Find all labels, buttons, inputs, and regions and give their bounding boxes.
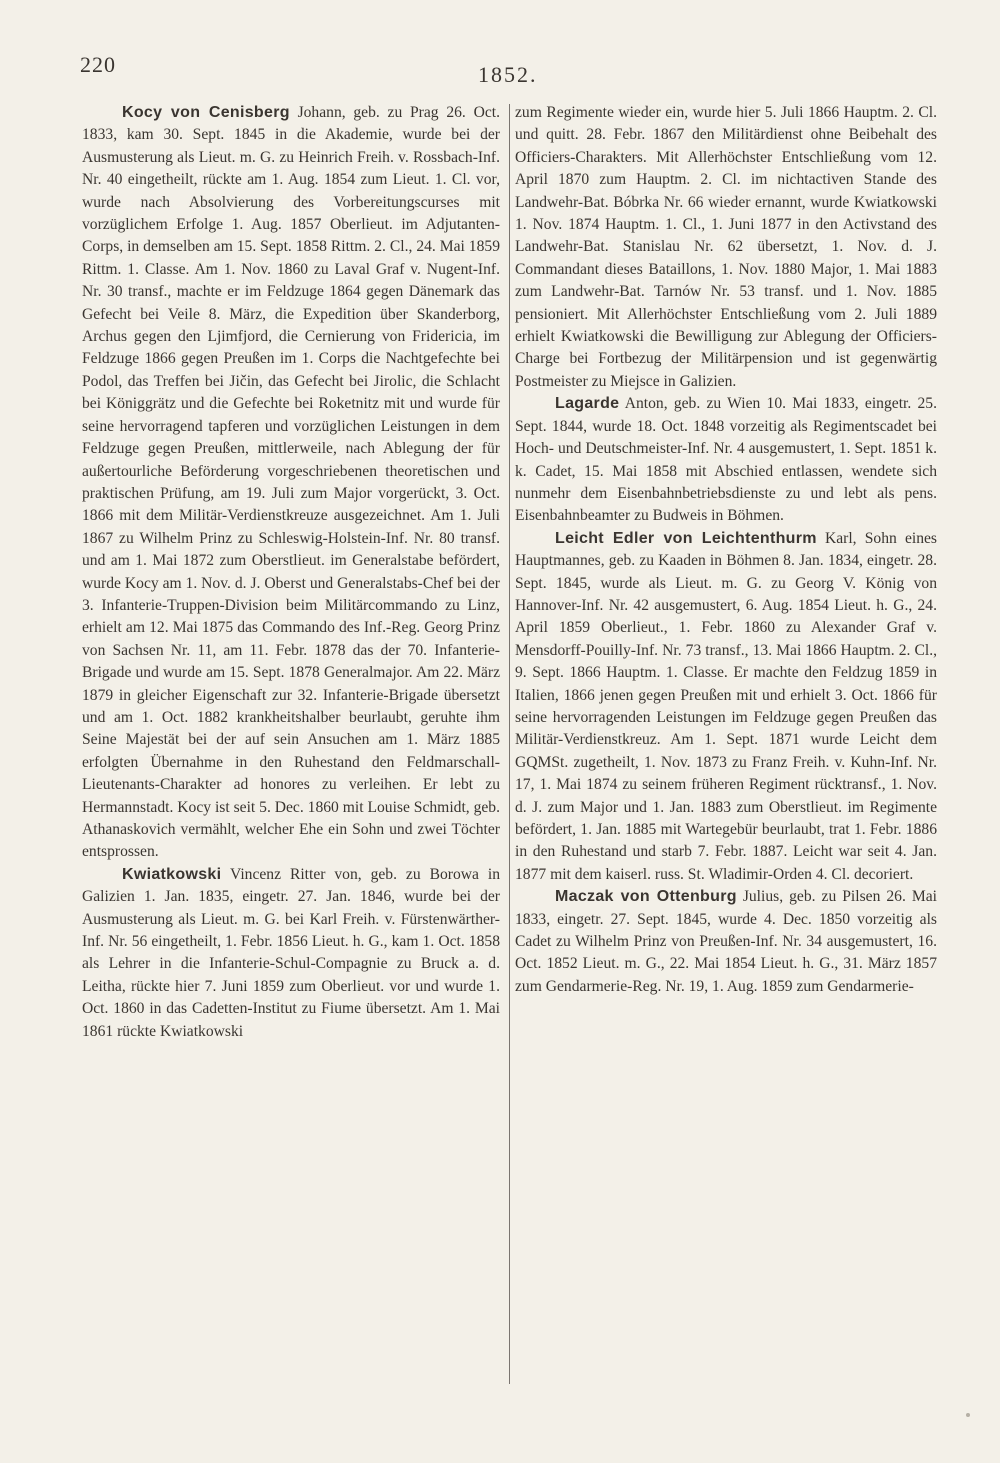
biography-entry — [82, 864, 500, 1043]
entry-text: Karl, Sohn eines Hauptmannes, geb. zu Kaaden in Böhmen 8. Jan. 1834, eingetr. 28. Sept. 1845, wurde als Lieut. m. G. zu Georg V. König von Hannover-Inf. Nr. 42 ausgemustert, 6. Aug. 1854 Lieut. h. G., 24. April 1859 Oberlieut., 1. Febr. 1860 zu Alexander Graf v. Mensdorff-Pouilly-Inf. Nr. 73 transf., 13. Mai 1866 Hauptm. 2. Cl., 9. Sept. 1866 Hauptm. 1. Classe. Er machte den Feldzug 1859 in Italien, 1866 jenen gegen Preußen mit und erhielt 3. Oct. 1866 für seine hervorragenden Leistungen im Feldzuge gegen Preußen das Militär-Verdienstkreuz. Am 1. Sept. 1871 wurde Leicht dem GQMSt. zugetheilt, 1. Nov. 1873 zu Franz Freih. v. Kuhn-Inf. Nr. 17, 1. Mai 1874 zu seinem früheren Regiment rücktransf., 1. Nov. d. J. zum Major und 1. Jan. 1883 zum Oberstlieut. im Regimente befördert, 1. Jan. 1885 mit Wartegebür beurlaubt, trat 1. Febr. 1886 in den Ruhestand und starb 7. Febr. 1887. Leicht war seit 4. Jan. 1877 mit dem kaiserl. russ. St. Wladimir-Orden 4. Cl. decoriert. — [515, 529, 937, 883]
entry-name: Kocy von Cenisberg — [122, 104, 290, 121]
entry-text: Anton, geb. zu Wien 10. Mai 1833, eingetr. 25. Sept. 1844, wurde 18. Oct. 1848 vorzeitig als Regimentscadet bei Hoch- und Deutschmeister-Inf. Nr. 4 ausgemustert, 1. Sept. 1851 k. k. Cadet, 15. Mai 1858 mit Abschied entlassen, wendete sich nunmehr dem Eisenbahnbetriebsdienste zu und lebt als pens. Eisenbahnbeamter zu Budweis in Böhmen. — [515, 395, 937, 525]
biography-entry — [82, 102, 500, 864]
page-number: 220 — [80, 52, 116, 77]
column-divider — [509, 104, 510, 1384]
right-column — [515, 102, 937, 998]
entry-text: Julius, geb. zu Pilsen 26. Mai 1833, eingetr. 27. Sept. 1845, wurde 4. Dec. 1850 vorzeitig als Cadet zu Wilhelm Prinz von Preußen-Inf. Nr. 34 ausgemustert, 16. Oct. 1852 Lieut. m. G., 22. Mai 1854 Lieut. h. G., 31. März 1857 zum Gendarmerie-Reg. Nr. 19, 1. Aug. 1859 zum Gendarmerie- — [515, 888, 938, 995]
entry-text: Johann, geb. zu Prag 26. Oct. 1833, kam 30. Sept. 1845 in die Akademie, wurde bei der Ausmusterung als Lieut. m. G. zu Heinrich Freih. v. Rossbach-Inf. Nr. 40 eingetheilt, rückte am 1. Aug. 1854 zum Lieut. 1. Cl. vor, wurde nach Absolvierung des Vorbereitungscurses mit vorzüglichem Erfolge 1. Aug. 1857 Oberlieut. im Adjutanten-Corps, in demselben am 15. Sept. 1858 Rittm. 2. Cl., 24. Mai 1859 Rittm. 1. Classe. Am 1. Nov. 1860 zu Laval Graf v. Nugent-Inf. Nr. 30 transf., machte er im Feldzuge 1864 gegen Dänemark das Gefecht bei Veile 8. März, die Expedition über Skanderborg, Archus gegen den Ljimfjord, die Cernierung von Fridericia, im Feldzuge 1866 gegen Preußen im 1. Corps die Nachtgefechte bei Podol, das Treffen bei Jičin, das Gefecht bei Jirolic, die Schlacht bei Königgrätz und die Gefechte bei Roketnitz mit und wurde für seine hervorragend tapferen und vorzüglichen Leistungen in dem Feldzuge gegen Preußen, mittlerweile, nach Ablegung der für außertourliche Beförderung vorgeschriebenen theoretischen und praktischen Prüfung, am 19. Juli zum Major vorgerückt, 3. Oct. 1866 mit dem Militär-Verdienstkreuze ausgezeichnet. Am 1. Juli 1867 zu Wilhelm Prinz zu Schleswig-Holstein-Inf. Nr. 80 transf. und am 1. Mai 1872 zum Oberstlieut. im Generalstabe befördert, wurde Kocy am 1. Nov. d. J. Oberst und Generalstabs-Chef bei der 3. Infanterie-Truppen-Division beim Militärcommando zu Linz, erhielt am 12. Mai 1875 das Commando des Inf.-Reg. Georg Prinz von Sachsen Nr. 11, am 11. Febr. 1878 das der 70. Infanterie-Brigade und wurde am 15. Sept. 1878 Generalmajor. Am 22. März 1879 in gleicher Eigenschaft zur 32. Infanterie-Brigade übersetzt und am 1. Oct. 1882 krankheitshalber beurlaubt, geruhte ihm Seine Majestät bei der auf sein Ansuchen am 1. März 1885 erfolgten Übernahme in den Ruhestand den Feldmarschall-Lieutenants-Charakter ad honores zu verleihen. Er lebt zu Hermannstadt. Kocy ist seit 5. Dec. 1860 mit Louise Schmidt, geb. Athanaskovich vermählt, welcher Ehe ein Sohn und zwei Töchter entsprossen. — [82, 104, 500, 861]
paper-speck — [966, 1413, 970, 1417]
entry-name: Kwiatkowski — [122, 865, 222, 883]
biography-entry-continued — [515, 102, 937, 393]
biography-entry — [515, 886, 937, 998]
entry-name: Lagarde — [555, 395, 620, 413]
biography-entry — [515, 393, 937, 527]
entry-text: zum Regimente wieder ein, wurde hier 5. Juli 1866 Hauptm. 2. Cl. und quitt. 28. Febr. 1867 den Militärdienst ohne Beibehalt des Officiers-Charakters. Mit Allerhöchster Entschließung vom 12. April 1870 zum Hauptm. 2. Cl. im nichtactiven Stande des Landwehr-Bat. Bóbrka Nr. 66 wieder ernannt, wurde Kwiatkowski 1. Nov. 1874 Hauptm. 1. Cl., 1. Juni 1877 in den Activstand des Landwehr-Bat. Stanislau Nr. 62 übersetzt, 1. Nov. d. J. Commandant dieses Bataillons, 1. Nov. 1880 Major, 1. Mai 1883 zum Landwehr-Bat. Tarnów Nr. 53 transf. und 1. Nov. 1885 pensioniert. Mit Allerhöchster Entschließung vom 2. Juli 1889 erhielt Kwiatkowski die Bewilligung zur Ablegung der Officiers-Charge bei Fortbezug der Militärpension und ist gegenwärtig Postmeister zu Miejsce in Galizien. — [515, 104, 937, 390]
biography-entry — [515, 528, 937, 887]
entry-text: Vincenz Ritter von, geb. zu Borowa in Galizien 1. Jan. 1835, eingetr. 27. Jan. 1846, wurde bei der Ausmusterung als Lieut. m. G. bei Karl Freih. v. Fürstenwärther-Inf. Nr. 56 eingetheilt, 1. Febr. 1856 Lieut. h. G., kam 1. Oct. 1858 als Lehrer in die Infanterie-Schul-Compagnie zu Bruck a. d. Leitha, rückte hier 7. Juni 1859 zum Oberlieut. vor und wurde 1. Oct. 1860 in das Cadetten-Institut zu Fiume übersetzt. Am 1. Mai 1861 rückte Kwiatkowski — [82, 865, 500, 1040]
left-column — [82, 102, 500, 1043]
entry-name: Maczak von Ottenburg — [555, 888, 737, 906]
running-head-year: 1852. — [478, 62, 538, 87]
entry-name: Leicht Edler von Leichtenthurm — [555, 529, 817, 547]
